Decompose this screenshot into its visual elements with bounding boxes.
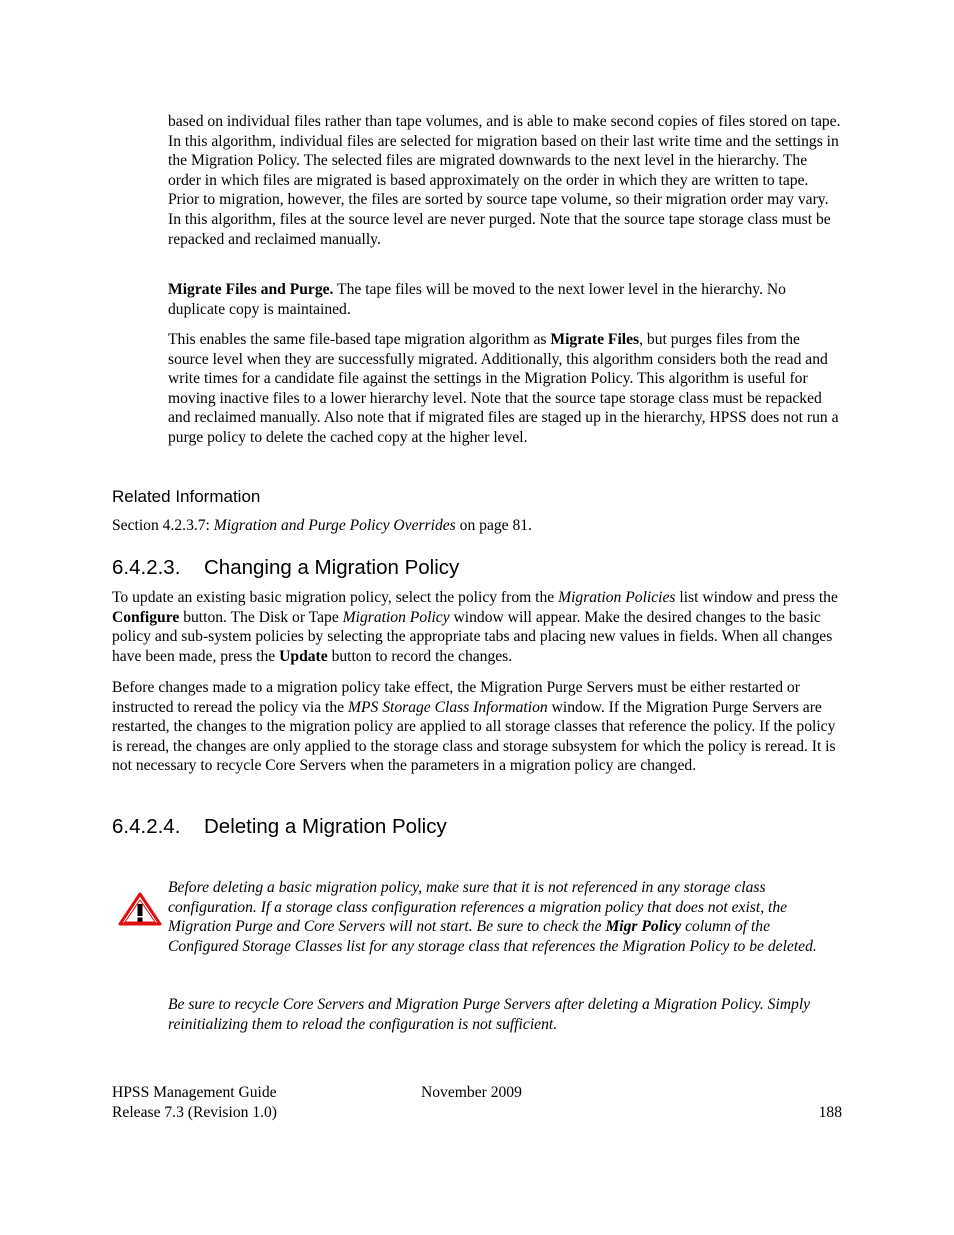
top-paragraph: based on individual files rather than tape volumes, and is able to make second copies of files stored on tape. In this algorithm, individual files are selected for migration based on their last write time and the settings in the Migration Policy. The selected files are migrated downwards to the next level in the hierarchy. The order in which files are migrated is based approximately on the order in which they are written to tape. Prior to migration, however, the files are sorted by source tape volume, so their migration order may vary. In this algorithm, files at the source level are never purged. Note that the source tape storage class must be repacked and reclaimed manually. <box>168 113 841 248</box>
text-span: window will appear. Make the desired changes to the basic policy and sub-system policies by selecting the appropriate tabs and placing new values in fields. When all changes have been made, press the <box>112 608 833 665</box>
section-title: Changing a Migration Policy <box>204 556 460 579</box>
warning-text-1 <box>168 878 843 956</box>
text-span: on page 81. <box>455 517 532 534</box>
text-span: , but purges files from the source level when they are successfully migrated. Additionally, this algorithm considers both the read and write times for a candidate file against the settings in the Migration Policy. This algorithm is useful for moving inactive files to a lower hierarchy level. Note that the source tape storage class must be repacked and reclaimed manually. Also note that if migrated files are staged up in the hierarchy, HPSS does not run a purge policy to delete the cached copy at the higher level. <box>168 331 839 446</box>
window-name: Migration Policies <box>558 589 676 606</box>
section-heading-changing <box>112 556 459 580</box>
cross-reference-link[interactable]: Migration and Purge Policy Overrides <box>213 517 456 534</box>
text-span: button. The Disk or Tape <box>179 608 343 626</box>
text-span: Before changes made to a migration policy take effect, the Migration Purge Servers must be either restarted or instructed to reread the policy via the <box>112 679 800 716</box>
text-span: This enables the same file-based tape migration algorithm as <box>168 331 551 348</box>
changing-paragraph-2 <box>112 678 843 776</box>
window-name: MPS Storage Class Information <box>348 698 548 716</box>
text-span: button to record the changes. <box>327 647 513 665</box>
migrate-purge-text: The tape files will be moved to the next lower level in the hierarchy. No duplicate copy is maintained. <box>168 281 786 318</box>
text-span: window. If the Migration Purge Servers are restarted, the changes to the migration policy are applied to all storage classes that reference the policy. If the policy is reread, the changes are only applied to the storage class and storage subsystem for which the policy is reread. It is not necessary to recycle Core Servers when the parameters in a migration policy are changed. <box>112 698 836 775</box>
section-heading-deleting <box>112 815 447 839</box>
column-name: Migr Policy <box>605 918 682 936</box>
warning-triangle-icon <box>118 892 162 926</box>
text-span: list window and press the <box>675 589 838 606</box>
migrate-files-term: Migrate Files <box>550 331 640 348</box>
related-information-text <box>112 516 843 536</box>
footer-date: November 2009 <box>421 1084 522 1101</box>
text-span: column of the Configured Storage Classes list for any storage class that references the Migration Policy to be deleted. <box>168 918 817 955</box>
changing-paragraph-1 <box>112 588 843 666</box>
text-span: To update an existing basic migration policy, select the policy from the <box>112 589 559 606</box>
window-name: Migration Policy <box>342 608 450 626</box>
warning-text-2: Be sure to recycle Core Servers and Migration Purge Servers after deleting a Migration Policy. Simply reinitializing them to reload the configuration is not sufficient. <box>168 996 811 1033</box>
section-number: 6.4.2.3. <box>112 556 181 579</box>
button-name: Configure <box>112 608 180 626</box>
migrate-purge-paragraph <box>168 280 843 319</box>
section-number: 6.4.2.4. <box>112 815 181 838</box>
migrate-purge-description <box>168 330 843 448</box>
footer-release: Release 7.3 (Revision 1.0) <box>112 1104 277 1121</box>
button-name: Update <box>279 647 328 665</box>
footer-guide-title: HPSS Management Guide <box>112 1084 277 1101</box>
section-title: Deleting a Migration Policy <box>204 815 447 838</box>
related-information-heading: Related Information <box>112 487 261 506</box>
text-span: Before deleting a basic migration policy, make sure that it is not referenced in any storage class configuration. If a storage class configuration references a migration policy that does not exist, the Migration Purge and Core Servers will not start. Be sure to check the <box>168 879 788 936</box>
migrate-purge-label: Migrate Files and Purge. <box>168 281 334 298</box>
footer-page-number: 188 <box>818 1104 842 1121</box>
text-span: Section 4.2.3.7: <box>112 517 214 534</box>
